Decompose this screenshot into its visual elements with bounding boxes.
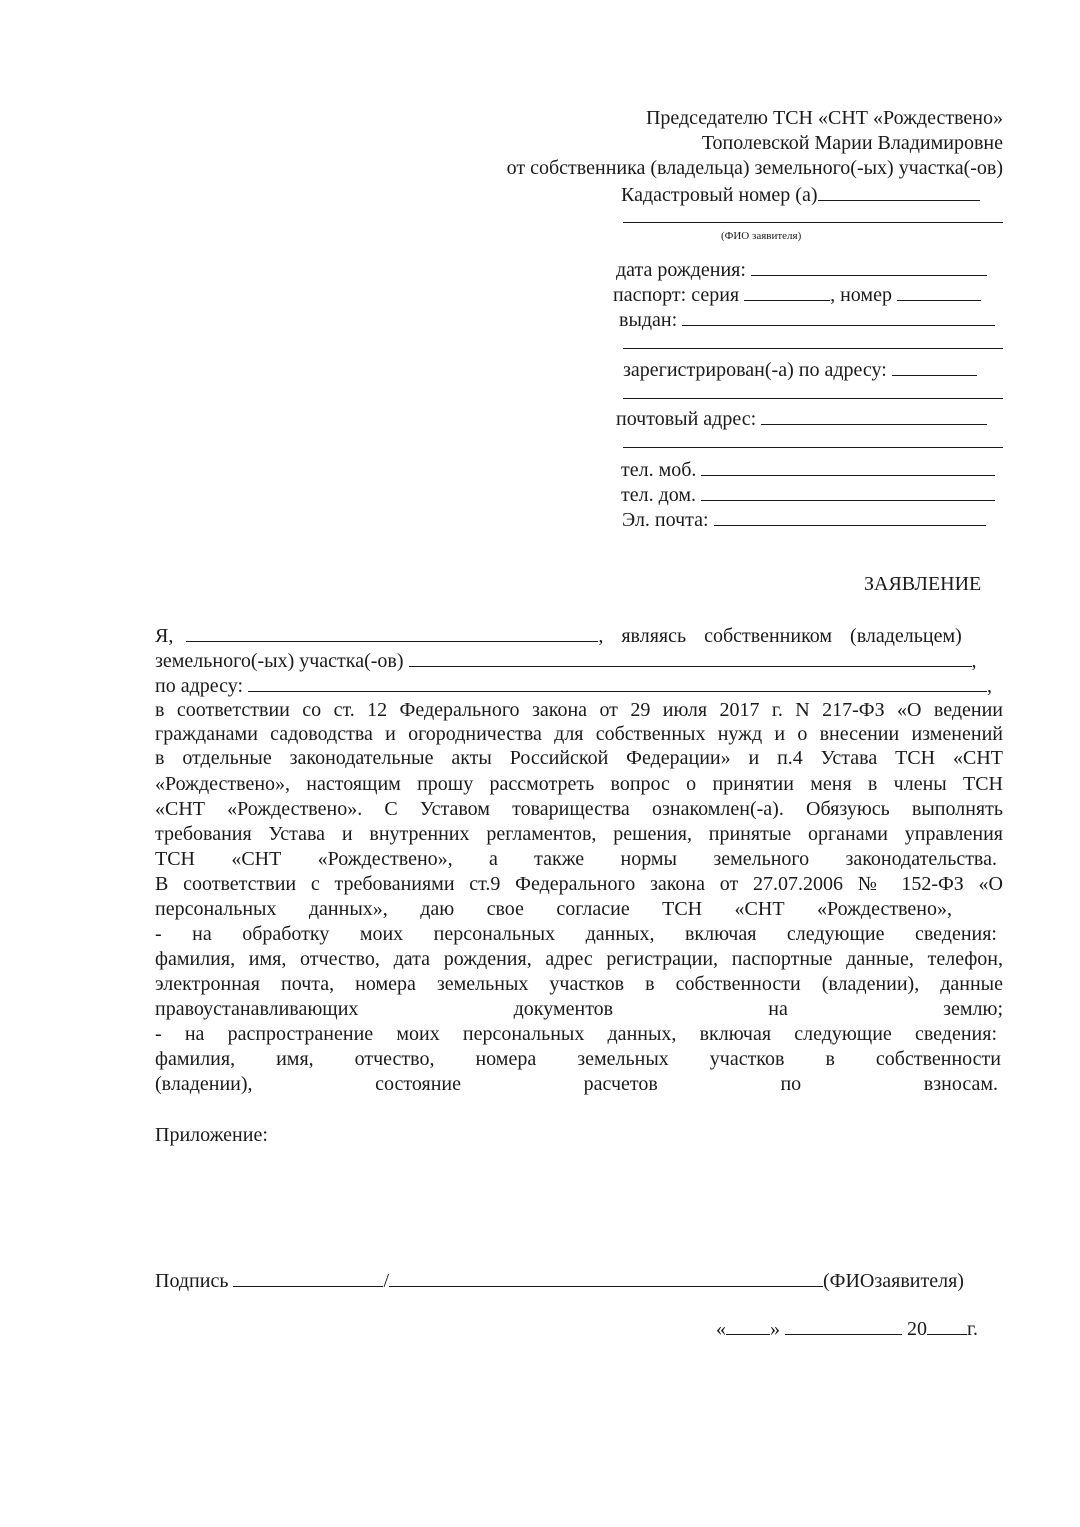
- body-line: фамилия, имя, отчество, дата рождения, адрес регистрации, паспортные данные, телефон,: [155, 948, 1003, 970]
- signature-fio-blank: [389, 1268, 823, 1287]
- home-phone-field: [621, 481, 995, 507]
- body-line: требования Устава и внутренних регламентов, решения, принятые органами управления: [155, 823, 1003, 845]
- issued-field: [619, 306, 995, 332]
- registered-address-blank: [892, 356, 977, 376]
- passport-number-blank: [897, 281, 981, 301]
- passport-series-blank: [744, 281, 830, 301]
- email-label: Эл. почта:: [622, 509, 709, 531]
- body-line: «Рождествено», настоящим прошу рассмотреть вопрос о принятии меня в члены ТСН: [155, 773, 1003, 795]
- plots-label: земельного(-ых) участка(-ов): [155, 650, 404, 672]
- address-line: [155, 673, 992, 698]
- addressee-line: Председателю ТСН «СНТ «Рождествено»: [645, 107, 1003, 129]
- body-line: - на распространение моих персональных данных, включая следующие сведения:: [155, 1023, 997, 1045]
- body-line: ТСН «СНТ «Рождествено», а также нормы земельного законодательства.: [155, 848, 997, 870]
- plots-line: [155, 648, 977, 673]
- postal-address-field: [616, 405, 987, 431]
- body-line: в соответствии со ст. 12 Федерального закона от 29 июля 2017 г. N 217-ФЗ «О ведении: [155, 699, 1003, 721]
- body-line: фамилия, имя, отчество, номера земельных участков в собственности: [155, 1048, 1001, 1070]
- body-line: персональных данных», даю свое согласие ТСН «СНТ «Рождествено»,: [155, 898, 952, 920]
- plots-comma: ,: [971, 650, 977, 672]
- email-field: [622, 506, 986, 532]
- cadastral-number-field: [621, 181, 980, 207]
- address-comma: ,: [987, 675, 993, 697]
- passport-number-label: , номер: [830, 284, 892, 306]
- attachment-label: Приложение:: [155, 1124, 268, 1146]
- postal-address-label: почтовый адрес:: [616, 408, 757, 430]
- postal-address-blank: [761, 405, 987, 425]
- date-line: [716, 1316, 978, 1341]
- signature-label: Подпись: [155, 1270, 229, 1292]
- plots-blank: [409, 648, 972, 667]
- date-close-quote: »: [770, 1318, 780, 1340]
- date-year-prefix: 20: [907, 1318, 927, 1340]
- issued-blank: [682, 306, 995, 326]
- body-line: в отдельные законодательные акты Российской Федерации» и п.4 Устава ТСН «СНТ: [155, 747, 1003, 769]
- body-line: (владении), состояние расчетов по взносам.: [155, 1073, 998, 1095]
- date-month-blank: [785, 1316, 902, 1335]
- signature-blank: [233, 1268, 383, 1287]
- home-phone-label: тел. дом.: [621, 484, 697, 506]
- passport-field: [613, 281, 981, 307]
- passport-series-label: паспорт: серия: [613, 284, 740, 306]
- email-blank: [714, 506, 986, 526]
- birth-date-field: [616, 256, 987, 282]
- cadastral-number-label: Кадастровый номер (а): [621, 184, 818, 206]
- date-year-suffix: г.: [967, 1318, 978, 1340]
- signature-fio-caption: (ФИОзаявителя): [823, 1270, 964, 1292]
- date-day-blank: [726, 1316, 770, 1335]
- address-label: по адресу:: [155, 675, 244, 697]
- intro-line: [155, 623, 1003, 648]
- applicant-name-blank: [186, 623, 598, 642]
- issued-label: выдан:: [619, 309, 678, 331]
- body-line: электронная почта, номера земельных участков в собственности (владении), данные: [155, 973, 1003, 995]
- birth-date-blank: [751, 256, 987, 276]
- mobile-phone-field: [621, 456, 995, 482]
- date-year-blank: [927, 1316, 967, 1335]
- mobile-phone-label: тел. моб.: [621, 459, 697, 481]
- birth-date-label: дата рождения:: [616, 259, 746, 281]
- signature-line: [155, 1268, 964, 1293]
- fio-blank-line: [623, 222, 1003, 223]
- issued-blank-line-2: [623, 348, 1003, 349]
- postal-address-blank-line-2: [623, 447, 1003, 448]
- body-line: правоустанавливающих документов на землю;: [155, 998, 1003, 1020]
- address-blank: [248, 673, 987, 692]
- chairman-name: Тополевской Марии Владимировне: [701, 132, 1003, 154]
- from-owner-line: от собственника (владельца) земельного(-ых) участка(-ов): [506, 157, 1003, 179]
- document-title: ЗАЯВЛЕНИЕ: [864, 573, 982, 595]
- home-phone-blank: [701, 481, 995, 501]
- body-line: - на обработку моих персональных данных, включая следующие сведения:: [155, 923, 997, 945]
- intro-suffix: , являясь собственником (владельцем): [598, 625, 962, 647]
- body-line: гражданами садоводства и огородничества для собственных нужд и о внесении изменений: [155, 723, 1003, 745]
- signature-slash: /: [383, 1270, 390, 1292]
- date-open-quote: «: [716, 1318, 726, 1340]
- body-line: «СНТ «Рождествено». С Уставом товарищества ознакомлен(-а). Обязуюсь выполнять: [155, 798, 1003, 820]
- intro-prefix: Я,: [155, 625, 174, 647]
- fio-caption: (ФИО заявителя): [721, 230, 802, 242]
- cadastral-number-blank: [818, 181, 980, 201]
- body-line: В соответствии с требованиями ст.9 Федерального закона от 27.07.2006 № 152-ФЗ «О: [155, 873, 1003, 895]
- registered-address-blank-line-2: [623, 398, 1003, 399]
- registered-address-label: зарегистрирован(-а) по адресу:: [623, 359, 887, 381]
- registered-address-field: [623, 356, 977, 382]
- mobile-phone-blank: [701, 456, 995, 476]
